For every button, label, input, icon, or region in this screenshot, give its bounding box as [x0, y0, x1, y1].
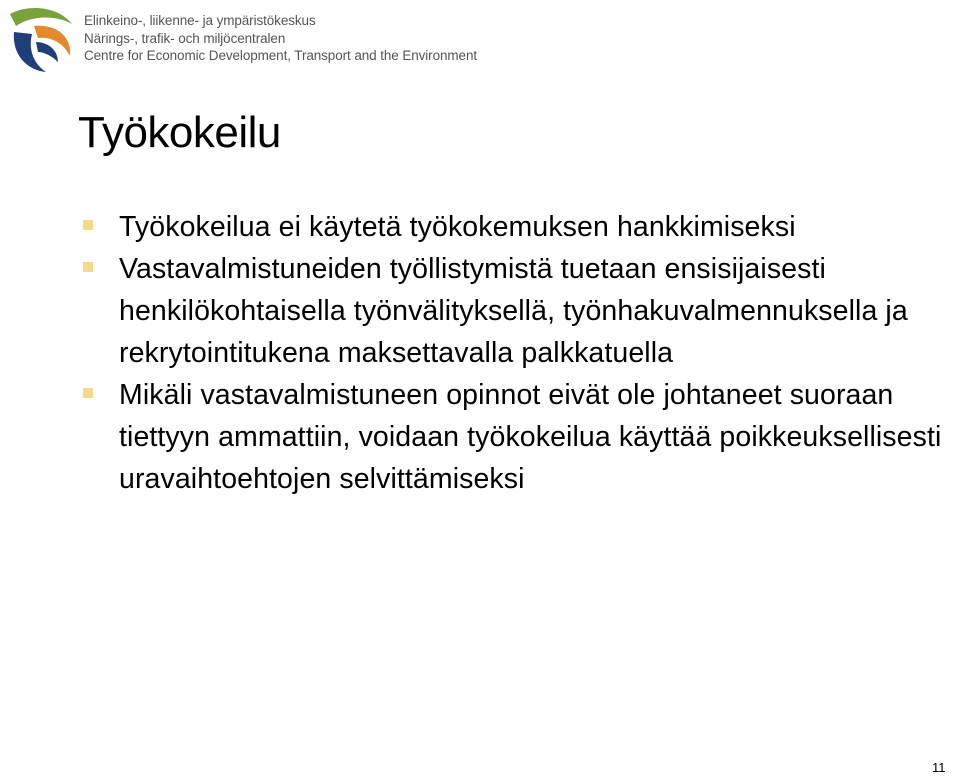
bullet-item — [80, 206, 960, 248]
square-bullet-icon — [83, 220, 93, 230]
organization-name-english: Centre for Economic Development, Transport and the Environment — [84, 48, 477, 63]
bullet-text: Mikäli vastavalmistuneen opinnot eivät ole johtaneet suoraan tiettyyn ammattiin, voidaan työkokeilua käyttää poikkeuksellisesti uravaihtoehtojen selvittämiseksi — [119, 379, 942, 495]
organization-name — [84, 12, 477, 65]
organization-name-finnish: Elinkeino-, liikenne- ja ympäristökeskus — [84, 13, 316, 28]
organization-name-swedish: Närings-, trafik- och miljöcentralen — [84, 30, 286, 46]
slide-title: Työkokeilu — [78, 108, 281, 157]
bullet-text: Vastavalmistuneiden työllistymistä tuetaan ensisijaisesti henkilökohtaisella työnvälityksellä, työnhakuvalmennuksella ja rekrytointitukena maksettavalla palkkatuella — [119, 253, 908, 369]
page-number: 11 — [932, 760, 946, 775]
square-bullet-icon — [83, 262, 93, 272]
bullet-list — [80, 206, 960, 500]
bullet-item — [80, 248, 960, 374]
ely-centre-logo-icon — [6, 4, 76, 74]
square-bullet-icon — [83, 388, 93, 398]
bullet-text: Työkokeilua ei käytetä työkokemuksen hankkimiseksi — [119, 211, 796, 243]
bullet-item — [80, 374, 960, 500]
